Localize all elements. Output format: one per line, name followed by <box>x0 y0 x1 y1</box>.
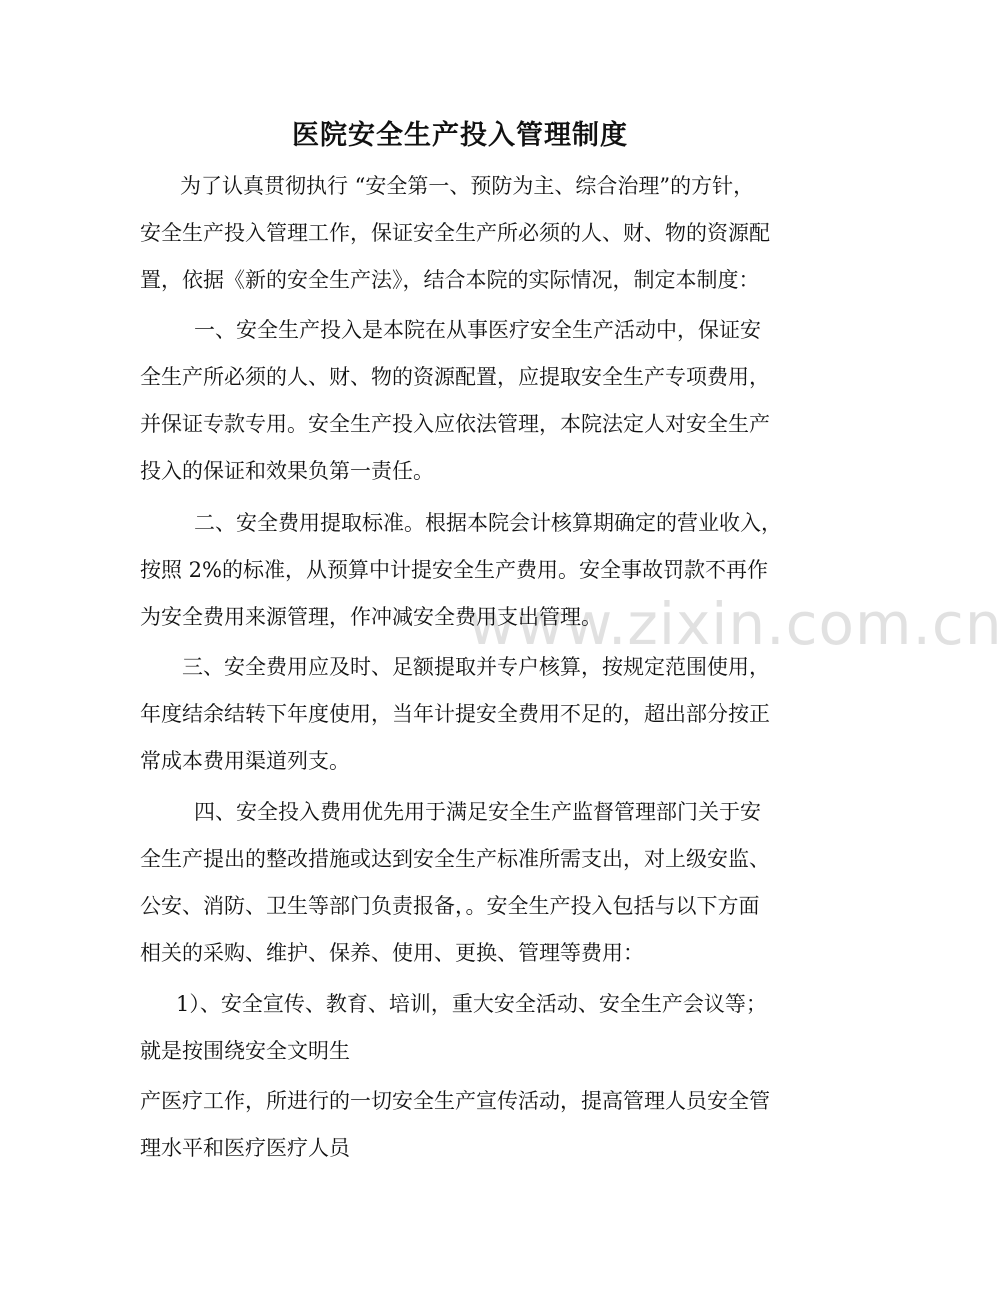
paragraph-line: 投入的保证和效果负第一责任。 <box>140 459 434 483</box>
paragraph-line: 为了认真贯彻执行 “安全第一、预防为主、综合治理”的方针， <box>180 174 755 198</box>
paragraph-line: 安全生产投入管理工作，保证安全生产所必须的人、财、物的资源配 <box>140 221 770 245</box>
paragraph-line: 并保证专款专用。安全生产投入应依法管理，本院法定人对安全生产 <box>140 412 770 436</box>
paragraph-line: 理水平和医疗医疗人员 <box>140 1136 350 1160</box>
paragraph-line: 按照 2%的标准，从预算中计提安全生产费用。安全事故罚款不再作 <box>140 558 768 582</box>
paragraph-line: 置，依据《新的安全生产法》，结合本院的实际情况，制定本制度： <box>140 268 760 292</box>
paragraph-line: 三、安全费用应及时、足额提取并专户核算，按规定范围使用， <box>182 655 770 679</box>
paragraph-line: 年度结余结转下年度使用，当年计提安全费用不足的，超出部分按正 <box>140 702 770 726</box>
paragraph-line: 为安全费用来源管理，作冲减安全费用支出管理。 <box>140 605 602 629</box>
paragraph-line: 产医疗工作，所进行的一切安全生产宣传活动，提高管理人员安全管 <box>140 1089 770 1113</box>
paragraph-line: 1）、安全宣传、教育、培训，重大安全活动、安全生产会议等； <box>176 992 767 1016</box>
paragraph-line: 全生产提出的整改措施或达到安全生产标准所需支出，对上级安监、 <box>140 847 770 871</box>
watermark-text: www.zixin.com.cn <box>468 590 1003 658</box>
paragraph-line: 常成本费用渠道列支。 <box>140 749 350 773</box>
paragraph-line: 全生产所必须的人、财、物的资源配置，应提取安全生产专项费用， <box>140 365 770 389</box>
paragraph-line: 就是按围绕安全文明生 <box>140 1039 350 1063</box>
paragraph-line: 公安、消防、卫生等部门负责报备，。安全生产投入包括与以下方面 <box>140 894 760 918</box>
document-title: 医院安全生产投入管理制度 <box>292 120 628 151</box>
paragraph-line: 一、安全生产投入是本院在从事医疗安全生产活动中，保证安 <box>194 318 761 342</box>
paragraph-line: 四、安全投入费用优先用于满足安全生产监督管理部门关于安 <box>194 800 761 824</box>
paragraph-line: 相关的采购、维护、保养、使用、更换、管理等费用： <box>140 941 644 965</box>
paragraph-line: 二、安全费用提取标准。根据本院会计核算期确定的营业收入， <box>194 511 782 535</box>
